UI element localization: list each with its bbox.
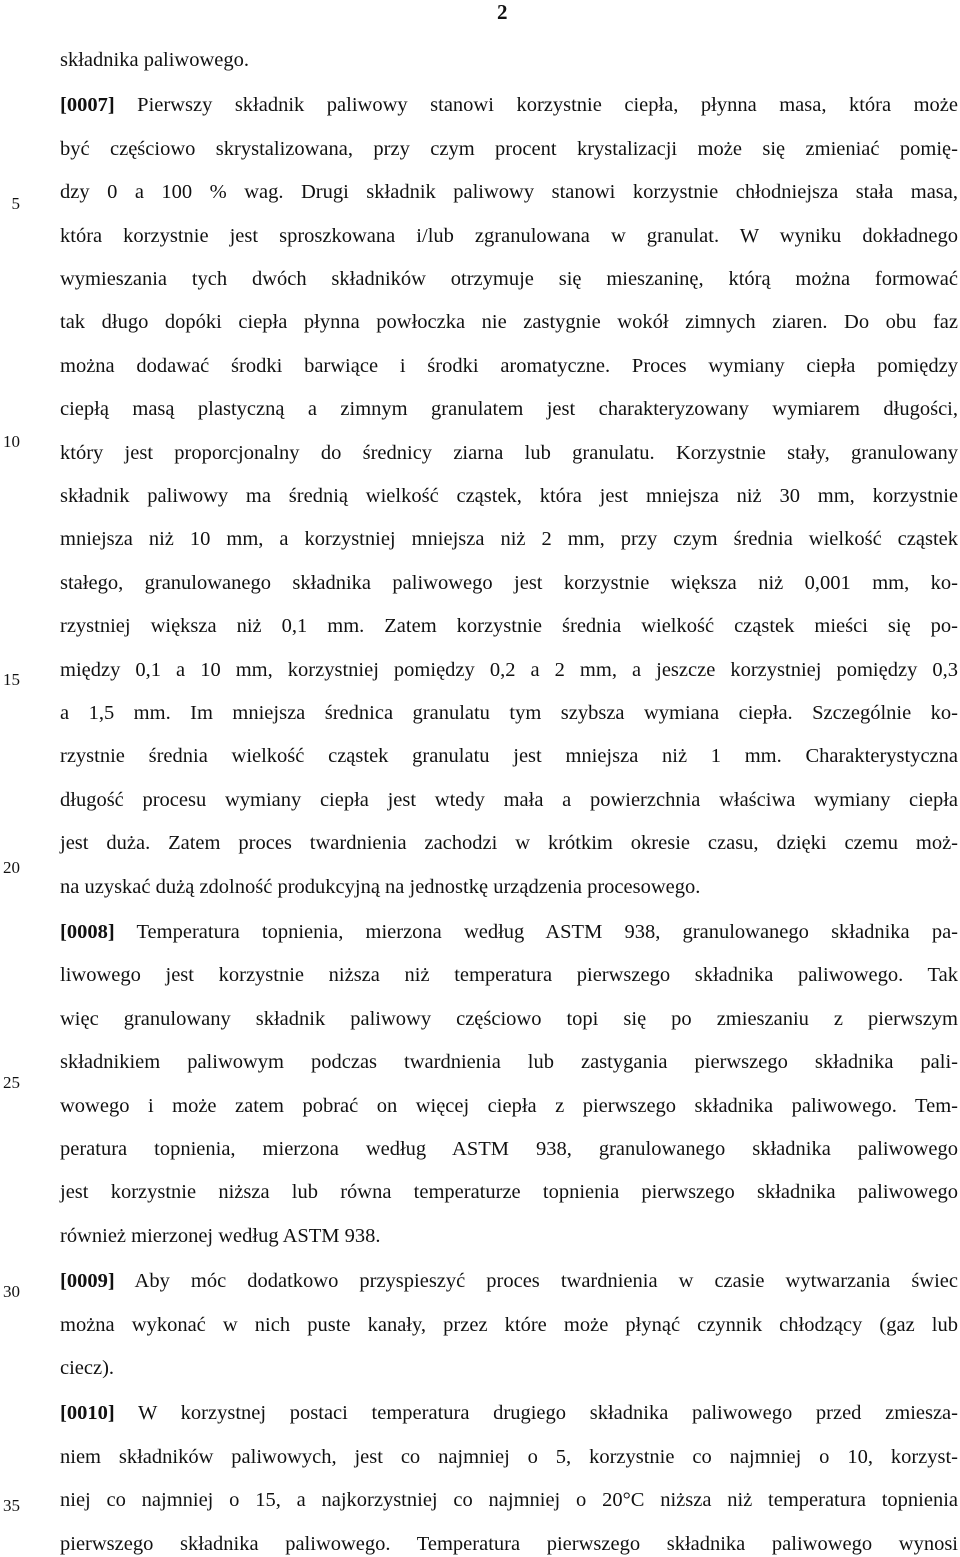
text-line xyxy=(60,396,958,422)
text-line xyxy=(60,743,958,769)
text-line xyxy=(60,47,958,73)
text-line xyxy=(60,1223,958,1249)
text-line-content: rzystnie średnia wielkość cząstek granulatu jest mniejsza niż 1 mm. Charakterystyczna xyxy=(60,745,958,767)
line-number: 5 xyxy=(11,194,20,213)
text-line-content: być częściowo skrystalizowana, przy czym procent krystalizacji może się zmieniać pomię- xyxy=(60,138,958,160)
text-line-content: można dodawać środki barwiące i środki aromatyczne. Proces wymiany ciepła pomiędzy xyxy=(60,355,958,377)
line-number: 25 xyxy=(3,1073,20,1092)
text-line xyxy=(60,1531,958,1557)
text-line xyxy=(60,353,958,379)
text-line xyxy=(60,787,958,813)
text-line xyxy=(60,962,958,988)
text-line xyxy=(60,1312,958,1338)
page-number: 2 xyxy=(497,0,508,24)
text-line-content: między 0,1 a 10 mm, korzystniej pomiędzy 0,2 a 2 mm, a jeszcze korzystniej pomiędzy 0,3 xyxy=(60,659,958,681)
text-line xyxy=(60,1136,958,1162)
text-line-content: również mierzonej według ASTM 938. xyxy=(60,1225,381,1247)
text-line xyxy=(60,1179,958,1205)
text-line xyxy=(60,1487,958,1513)
text-line-content: wymieszania tych dwóch składników otrzymuje się mieszaninę, którą można formować xyxy=(60,268,958,290)
text-line-content: liwowego jest korzystnie niższa niż temperatura pierwszego składnika paliwowego. Tak xyxy=(60,964,958,986)
text-line-content: składnika paliwowego. xyxy=(60,49,250,71)
text-line-content: jest korzystnie niższa lub równa temperaturze topnienia pierwszego składnika paliwowego xyxy=(60,1181,958,1203)
text-line xyxy=(60,657,958,683)
text-line xyxy=(60,570,958,596)
text-line-content: na uzyskać dużą zdolność produkcyjną na jednostkę urządzenia procesowego. xyxy=(60,876,701,898)
text-line xyxy=(60,830,958,856)
text-line-content: która korzystnie jest sproszkowana i/lub zgranulowana w granulat. W wyniku dokładnego xyxy=(60,225,958,247)
text-line xyxy=(60,874,958,900)
text-line xyxy=(60,526,958,552)
text-line xyxy=(60,440,958,466)
text-line xyxy=(60,1006,958,1032)
text-line-content: Pierwszy składnik paliwowy stanowi korzystnie ciepła, płynna masa, która może xyxy=(114,94,958,116)
text-line-content: ciecz). xyxy=(60,1357,115,1379)
paragraph-number: [0008] xyxy=(60,921,115,943)
text-line-content: W korzystnej postaci temperatura drugiego składnika paliwowego przed zmiesza- xyxy=(114,1402,958,1424)
line-number: 15 xyxy=(3,670,20,689)
text-line-content: dzy 0 a 100 % wag. Drugi składnik paliwowy stanowi korzystnie chłodniejsza stała masa, xyxy=(60,181,958,203)
text-line-content: który jest proporcjonalny do średnicy ziarna lub granulatu. Korzystnie stały, granulowany xyxy=(60,442,958,464)
paragraph-number: [0010] xyxy=(60,1402,115,1424)
text-line xyxy=(60,92,958,118)
text-line-content: Temperatura topnienia, mierzona według ASTM 938, granulowanego składnika pa- xyxy=(114,921,958,943)
line-number: 30 xyxy=(3,1282,20,1301)
text-line xyxy=(60,1444,958,1470)
text-line-content: składnik paliwowy ma średnią wielkość cząstek, która jest mniejsza niż 30 mm, korzystnie xyxy=(60,485,958,507)
text-line-content: wowego i może zatem pobrać on więcej ciepła z pierwszego składnika paliwowego. Tem- xyxy=(60,1095,958,1117)
text-line-content: więc granulowany składnik paliwowy częściowo topi się po zmieszaniu z pierwszym xyxy=(60,1008,958,1030)
text-line-content: składnikiem paliwowym podczas twardnienia lub zastygania pierwszego składnika pali- xyxy=(60,1051,958,1073)
text-line xyxy=(60,1049,958,1075)
paragraph-number: [0009] xyxy=(60,1270,115,1292)
text-line-content: pierwszego składnika paliwowego. Temperatura pierwszego składnika paliwowego wynosi xyxy=(60,1533,958,1555)
text-line xyxy=(60,309,958,335)
text-line-content: długość procesu wymiany ciepła jest wtedy mała a powierzchnia właściwa wymiany ciepła xyxy=(60,789,958,811)
text-line-content: jest duża. Zatem proces twardnienia zachodzi w krótkim okresie czasu, dzięki czemu moż- xyxy=(60,832,958,854)
line-number: 20 xyxy=(3,858,20,877)
text-line-content: Aby móc dodatkowo przyspieszyć proces twardnienia w czasie wytwarzania świec xyxy=(114,1270,958,1292)
text-line-content: mniejsza niż 10 mm, a korzystniej mniejsza niż 2 mm, przy czym średnia wielkość cząstek xyxy=(60,528,958,550)
text-line xyxy=(60,266,958,292)
text-line-content: niem składników paliwowych, jest co najmniej o 5, korzystnie co najmniej o 10, korzyst- xyxy=(60,1446,958,1468)
text-line xyxy=(60,1355,958,1381)
text-line xyxy=(60,179,958,205)
text-line xyxy=(60,483,958,509)
text-line xyxy=(60,613,958,639)
text-line xyxy=(60,919,958,945)
text-line-content: rzystniej większa niż 0,1 mm. Zatem korzystnie średnia wielkość cząstek mieści się po- xyxy=(60,615,958,637)
text-line xyxy=(60,136,958,162)
text-line xyxy=(60,1093,958,1119)
text-line-content: a 1,5 mm. Im mniejsza średnica granulatu tym szybsza wymiana ciepła. Szczególnie ko- xyxy=(60,702,958,724)
text-line-content: tak długo dopóki ciepła płynna powłoczka nie zastygnie wokół zimnych ziaren. Do obu faz xyxy=(60,311,958,333)
text-line-content: niej co najmniej o 15, a najkorzystniej co najmniej o 20°C niższa niż temperatura topnienia xyxy=(60,1489,958,1511)
text-line xyxy=(60,700,958,726)
paragraph-number: [0007] xyxy=(60,94,115,116)
text-line-content: można wykonać w nich puste kanały, przez które może płynąć czynnik chłodzący (gaz lub xyxy=(60,1314,958,1336)
line-number: 35 xyxy=(3,1496,20,1515)
text-line-content: peratura topnienia, mierzona według ASTM 938, granulowanego składnika paliwowego xyxy=(60,1138,958,1160)
text-line-content: stałego, granulowanego składnika paliwowego jest korzystnie większa niż 0,001 mm, ko- xyxy=(60,572,958,594)
text-line xyxy=(60,223,958,249)
text-line-content: ciepłą masą plastyczną a zimnym granulatem jest charakteryzowany wymiarem długości, xyxy=(60,398,958,420)
text-line xyxy=(60,1268,958,1294)
text-line xyxy=(60,1400,958,1426)
line-number: 10 xyxy=(3,432,20,451)
